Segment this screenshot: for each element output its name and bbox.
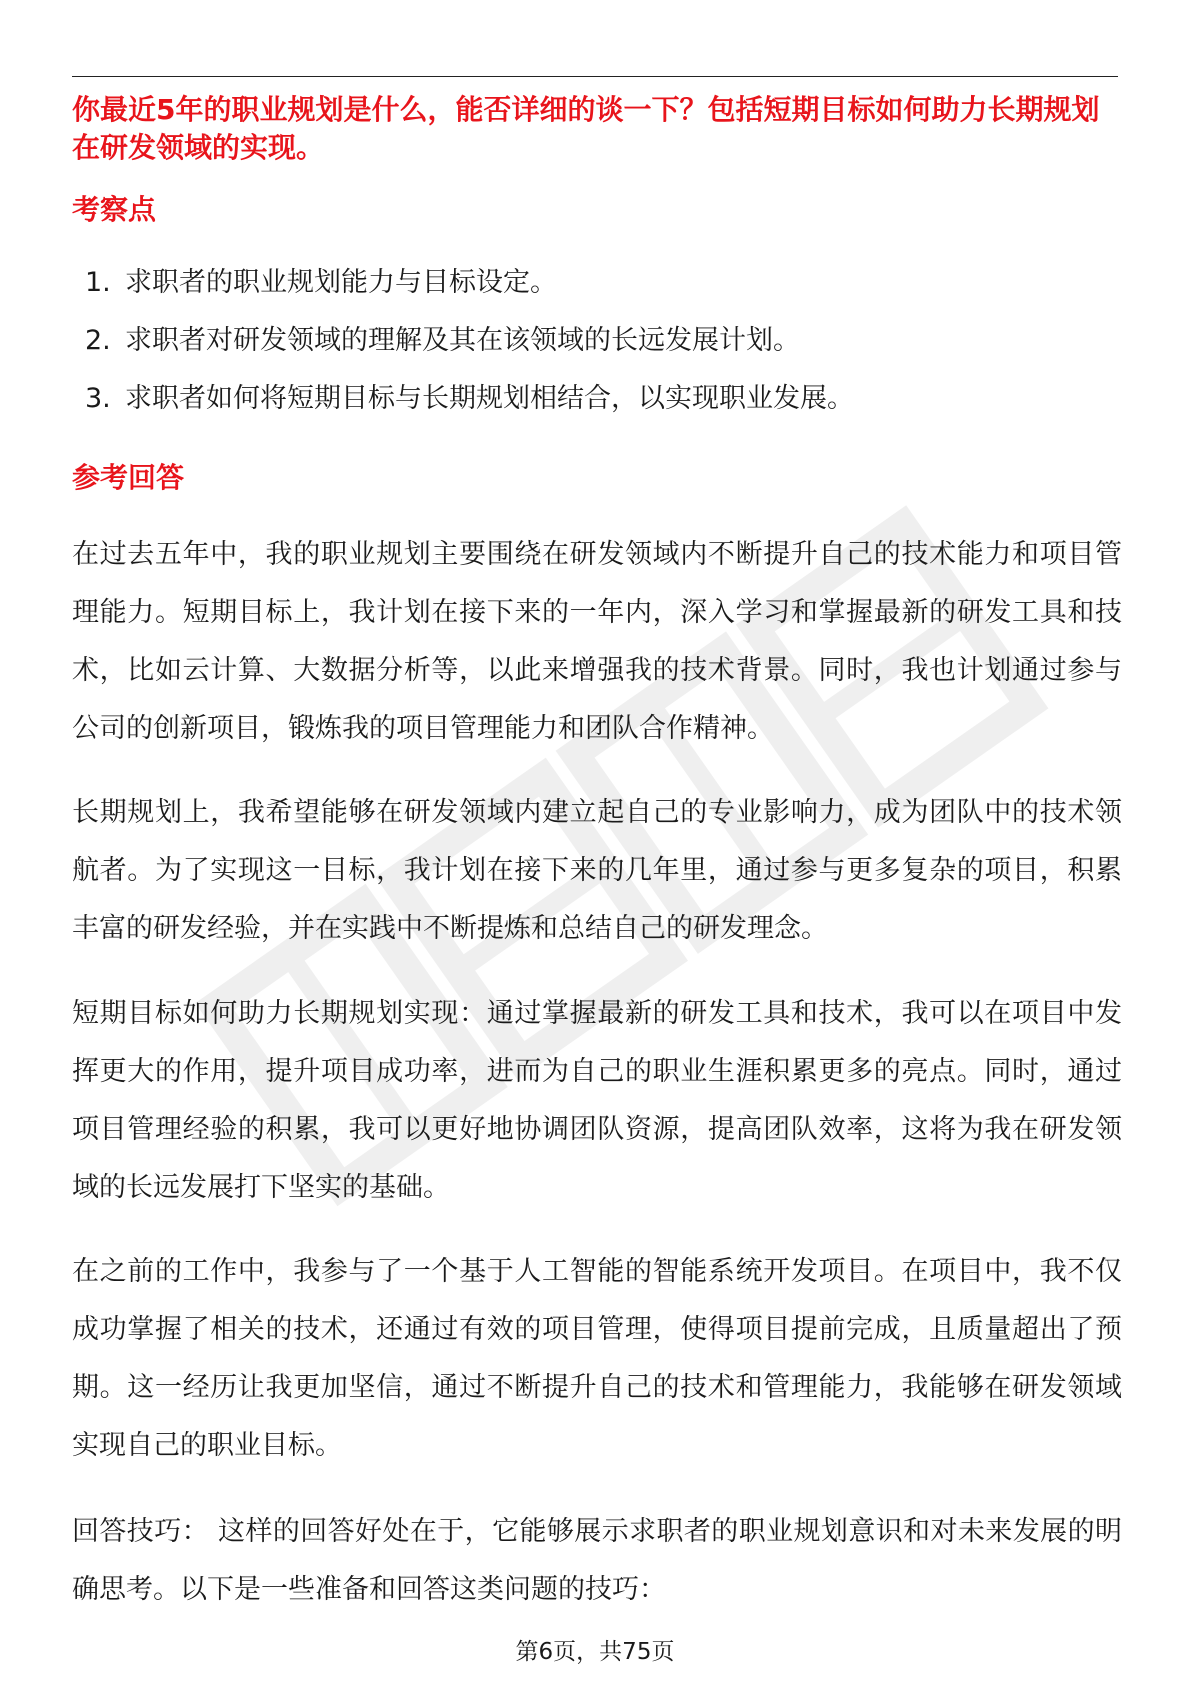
page-number: 第6页，共75页 [515,1639,675,1665]
points-list [85,264,1125,438]
list-item-text: 求职者如何将短期目标与长期规划相结合，以实现职业发展。 [125,383,854,414]
answer-paragraph: 在之前的工作中，我参与了一个基于人工智能的智能系统开发项目。在项目中，我不仅成功掌握了相关的技术，还通过有效的项目管理，使得项目提前完成，且质量超出了预期。这一经历让我更加坚信，通过不断提升自己的技术和管理能力，我能够在研发领域实现自己的职业目标。 [72,1256,1122,1461]
answer-paragraph: 长期规划上，我希望能够在研发领域内建立起自己的专业影响力，成为团队中的技术领航者。为了实现这一目标，我计划在接下来的几年里，通过参与更多复杂的项目，积累丰富的研发经验，并在实践中不断提炼和总结自己的研发理念。 [72,797,1122,944]
list-item [85,264,1125,302]
answer-paragraph: 短期目标如何助力长期规划实现：通过掌握最新的研发工具和技术，我可以在项目中发挥更大的作用，提升项目成功率，进而为自己的职业生涯积累更多的亮点。同时，通过项目管理经验的积累，我可以更好地协调团队资源，提高团队效率，这将为我在研发领域的长远发展打下坚实的基础。 [72,998,1122,1203]
list-item-text: 求职者对研发领域的理解及其在该领域的长远发展计划。 [125,325,800,356]
answer-paragraph: 在过去五年中，我的职业规划主要围绕在研发领域内不断提升自己的技术能力和项目管理能力。短期目标上，我计划在接下来的一年内，深入学习和掌握最新的研发工具和技术，比如云计算、大数据分析等，以此来增强我的技术背景。同时，我也计划通过参与公司的创新项目，锻炼我的项目管理能力和团队合作精神。 [72,539,1122,744]
points-heading: 考察点 [72,193,157,226]
list-item-number: 1. [85,267,111,298]
list-item [85,322,1125,360]
list-item-number: 3. [85,383,111,414]
list-item-text: 求职者的职业规划能力与目标设定。 [125,267,557,298]
list-item-number: 2. [85,325,111,356]
tips-paragraph: 回答技巧： 这样的回答好处在于，它能够展示求职者的职业规划意识和对未来发展的明确思考。以下是一些准备和回答这类问题的技巧： [72,1516,1122,1605]
top-divider [72,76,1118,77]
list-item [85,380,1125,418]
answer-heading: 参考回答 [72,461,185,494]
question-title: 你最近5年的职业规划是什么，能否详细的谈一下？包括短期目标如何助力长期规划在研发领域的实现。 [72,93,1100,164]
